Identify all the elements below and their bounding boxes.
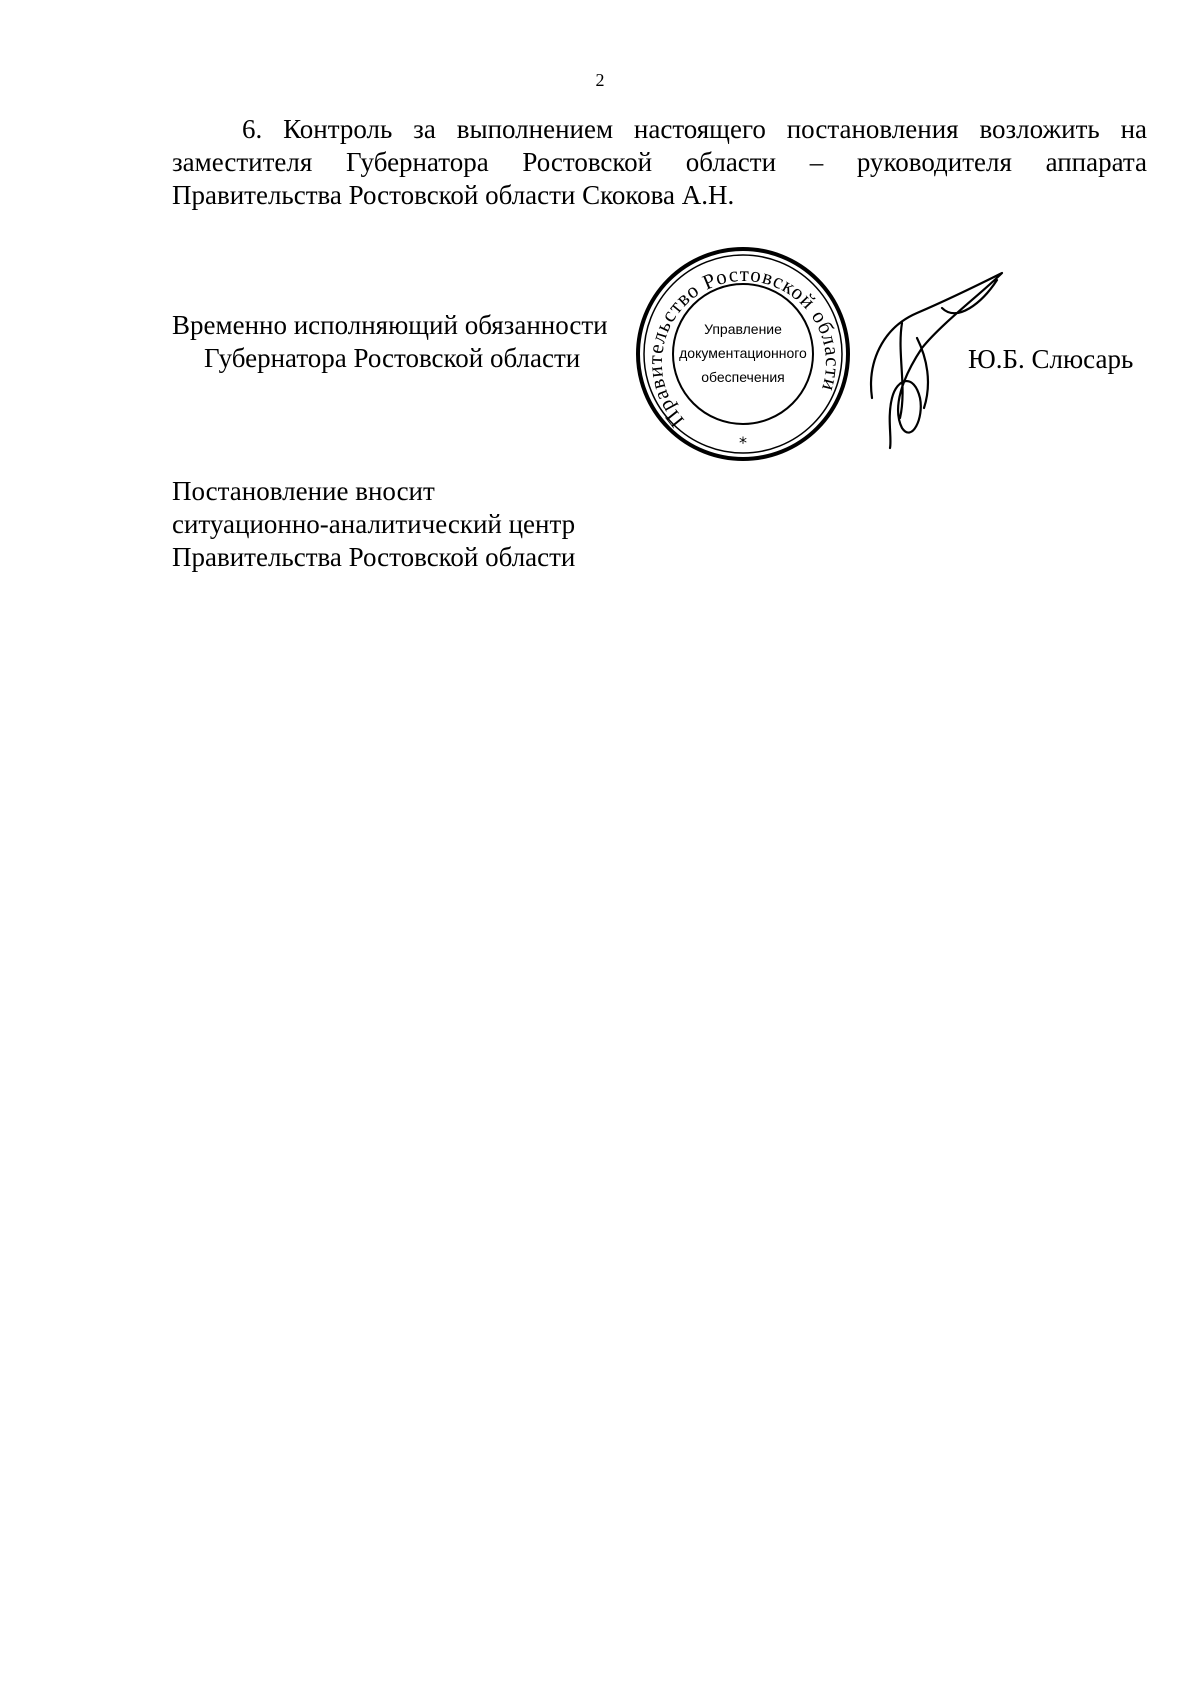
official-stamp <box>633 242 853 472</box>
position-line-2: Губернатора Ростовской области <box>204 343 581 373</box>
stamp-inner-line-3: обеспечения <box>701 369 785 385</box>
signer-name: Ю.Б. Слюсарь <box>968 344 1134 374</box>
control-paragraph: 6. Контроль за выполнением настоящего постановления возложить на заместителя Губернатора Ростовской области – руководителя аппарата Правительства Ростовской области Скокова А.Н. <box>172 114 1147 210</box>
submitter-block <box>172 475 772 574</box>
stamp-inner-line-2: документационного <box>679 345 807 361</box>
signature-position <box>172 309 632 375</box>
page-number: 2 <box>595 70 605 90</box>
stamp-star: * <box>739 433 747 452</box>
position-line-1: Временно исполняющий обязанности <box>172 310 608 340</box>
submitter-line-2: ситуационно-аналитический центр <box>172 509 576 539</box>
stamp-inner-line-1: Управление <box>704 321 782 337</box>
stamp-outer-text: Правительство Ростовской области <box>642 261 845 433</box>
submitter-line-3: Правительства Ростовской области <box>172 542 576 572</box>
submitter-line-1: Постановление вносит <box>172 476 435 506</box>
